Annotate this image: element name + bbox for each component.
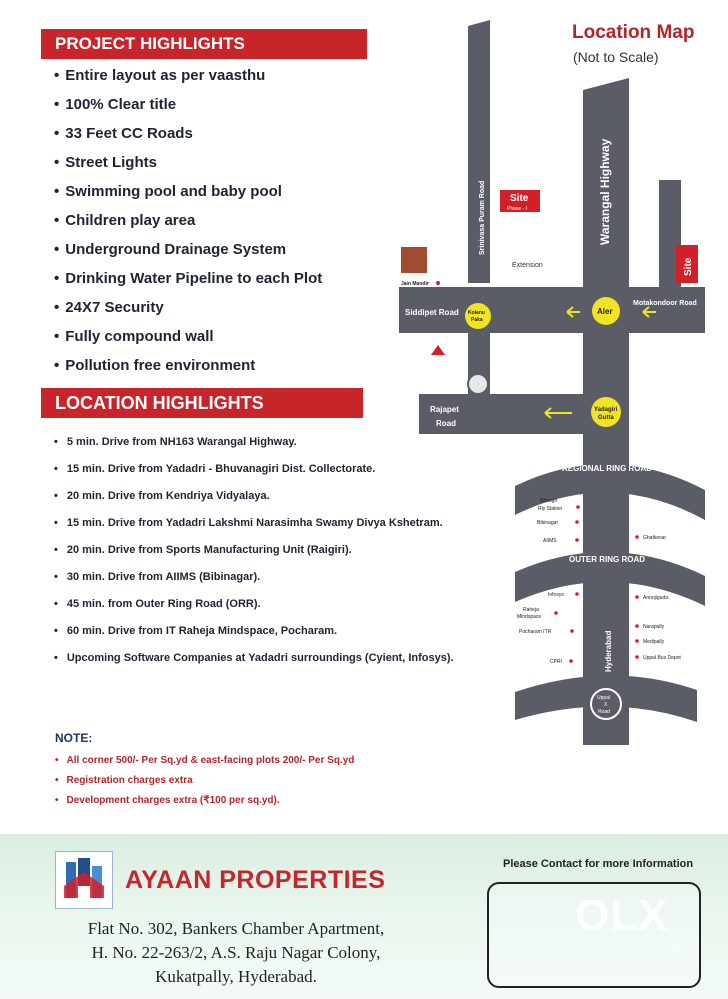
kolanu-paka-marker — [465, 303, 491, 329]
place-dot — [576, 505, 580, 509]
list-item: • 20 min. Drive from Sports Manufacturing Unit (Raigiri). — [54, 541, 454, 568]
annojiguda-label: Annojiguda — [643, 595, 669, 601]
list-item: • 20 min. Drive from Kendriya Vidyalaya. — [54, 487, 454, 514]
project-highlights-list — [54, 63, 322, 382]
note-item: • Development charges extra (₹100 per sq.yd). — [55, 793, 354, 813]
rly-station-label: Rly Station — [538, 506, 563, 512]
contact-heading: Please Contact for more Information — [503, 858, 694, 870]
list-item: • Street Lights — [54, 150, 322, 179]
company-name: AYAAN PROPERTIES — [125, 866, 386, 894]
list-item: • Children play area — [54, 208, 322, 237]
list-item: • 33 Feet CC Roads — [54, 121, 322, 150]
place-dot — [575, 592, 579, 596]
hyderabad-label: Hyderabad — [604, 630, 613, 672]
motakondoor-road-label: Motakondoor Road — [633, 300, 697, 307]
map-title: Location Map — [572, 22, 695, 43]
regional-ring-road-label: REGIONAL RING ROAD — [562, 464, 653, 473]
list-item: • 45 min. from Outer Ring Road (ORR). — [54, 595, 454, 622]
note-heading: NOTE: — [55, 731, 93, 745]
x-label: X — [604, 702, 608, 708]
infosys-label: Infosys — [548, 592, 564, 598]
list-item: • 100% Clear title — [54, 92, 322, 121]
aler-label: Aler — [597, 307, 613, 316]
bhongir-label: Bhongir — [540, 498, 558, 504]
place-dot — [575, 538, 579, 542]
extension-label: Extension — [512, 262, 543, 269]
roundabout-icon — [468, 374, 488, 394]
paka-label: Paka — [471, 317, 483, 323]
gutta-label: Gutta — [598, 415, 614, 421]
outer-ring-road-label: OUTER RING ROAD — [569, 555, 645, 564]
place-dot — [575, 520, 579, 524]
kolanu-label: Kolanu — [468, 310, 485, 316]
note-item: • Registration charges extra — [55, 773, 354, 793]
map-subtitle: (Not to Scale) — [573, 49, 659, 65]
raheja-label: Raheja — [523, 607, 539, 613]
place-dot — [570, 629, 574, 633]
place-dot — [635, 595, 639, 599]
siddipet-road-label: Siddipet Road — [405, 308, 459, 317]
ghatkesar-label: Ghatkesar — [643, 535, 667, 541]
jain-mandir-image — [401, 247, 427, 273]
list-item: • 15 min. Drive from Yadadri - Bhuvanagiri Dist. Collectorate. — [54, 460, 454, 487]
aiims-label: AIIMS — [543, 538, 557, 544]
address-line-2: H. No. 22-263/2, A.S. Raju Nagar Colony, — [91, 943, 381, 962]
olx-watermark-sub: INDIA — [666, 945, 685, 952]
project-highlights-heading: PROJECT HIGHLIGHTS — [41, 29, 367, 59]
list-item: • Underground Drainage System — [54, 237, 322, 266]
list-item: • 24X7 Security — [54, 295, 322, 324]
list-item: • Fully compound wall — [54, 324, 322, 353]
list-item: • Drinking Water Pipeline to each Plot — [54, 266, 322, 295]
warangal-highway-label: Warangal Highway — [598, 138, 612, 245]
address-line-3: Kukatpally, Hyderabad. — [155, 967, 317, 986]
site-right-label: Site — [683, 257, 694, 276]
jain-mandir-label: Jain Mandir — [401, 281, 429, 287]
rajapet-road-label-2: Road — [436, 419, 456, 428]
rajapet-label: Rajapet — [430, 405, 459, 414]
jain-mandir-dot — [436, 281, 440, 285]
list-item: • 60 min. Drive from IT Raheja Mindspace, Pocharam. — [54, 622, 454, 649]
list-item: • 30 min. Drive from AIIMS (Bibinagar). — [54, 568, 454, 595]
narapally-label: Narapally — [643, 624, 665, 630]
pocharam-label: Pocharam ITR — [519, 629, 552, 635]
place-dot — [635, 535, 639, 539]
list-item: • Entire layout as per vaasthu — [54, 63, 322, 92]
company-logo — [55, 851, 113, 909]
place-dot — [635, 655, 639, 659]
road-label: Road — [598, 709, 610, 715]
location-highlights-list — [54, 433, 454, 676]
place-dot — [635, 639, 639, 643]
place-dot — [635, 624, 639, 628]
mindspace-label: Mindspace — [517, 614, 542, 620]
uppal-depot-label: Uppal Bus Depot — [643, 655, 681, 661]
list-item: • Upcoming Software Companies at Yadadri surroundings (Cyient, Infosys). — [54, 649, 454, 676]
olx-watermark: OLX — [575, 891, 669, 940]
site-phase-sub-label: Phase - I — [507, 206, 528, 212]
list-item: • 15 min. Drive from Yadadri Lakshmi Narasimha Swamy Divya Kshetram. — [54, 514, 454, 541]
location-map — [395, 15, 715, 750]
list-item: • 5 min. Drive from NH163 Warangal Highway. — [54, 433, 454, 460]
yadagiri-label: Yadagiri — [594, 407, 618, 413]
address-line-1: Flat No. 302, Bankers Chamber Apartment, — [87, 919, 385, 938]
cpri-label: CPRI — [550, 659, 562, 665]
note-list — [55, 753, 354, 813]
list-item: • Pollution free environment — [54, 353, 322, 382]
srinivasa-road-label: Srinivasa Puram Road — [479, 180, 486, 255]
bibinagar-label: Bibinagar — [537, 520, 559, 526]
uppal-label: Uppal — [597, 695, 611, 701]
temple-icon — [431, 345, 445, 355]
place-dot — [554, 611, 558, 615]
place-dot — [569, 659, 573, 663]
note-item: • All corner 500/- Per Sq.yd & east-facing plots 200/- Per Sq.yd — [55, 753, 354, 773]
medipally-label: Medipally — [643, 639, 665, 645]
list-item: • Swimming pool and baby pool — [54, 179, 322, 208]
site-phase-label: Site — [510, 193, 529, 204]
location-highlights-heading: LOCATION HIGHLIGHTS — [41, 388, 363, 418]
